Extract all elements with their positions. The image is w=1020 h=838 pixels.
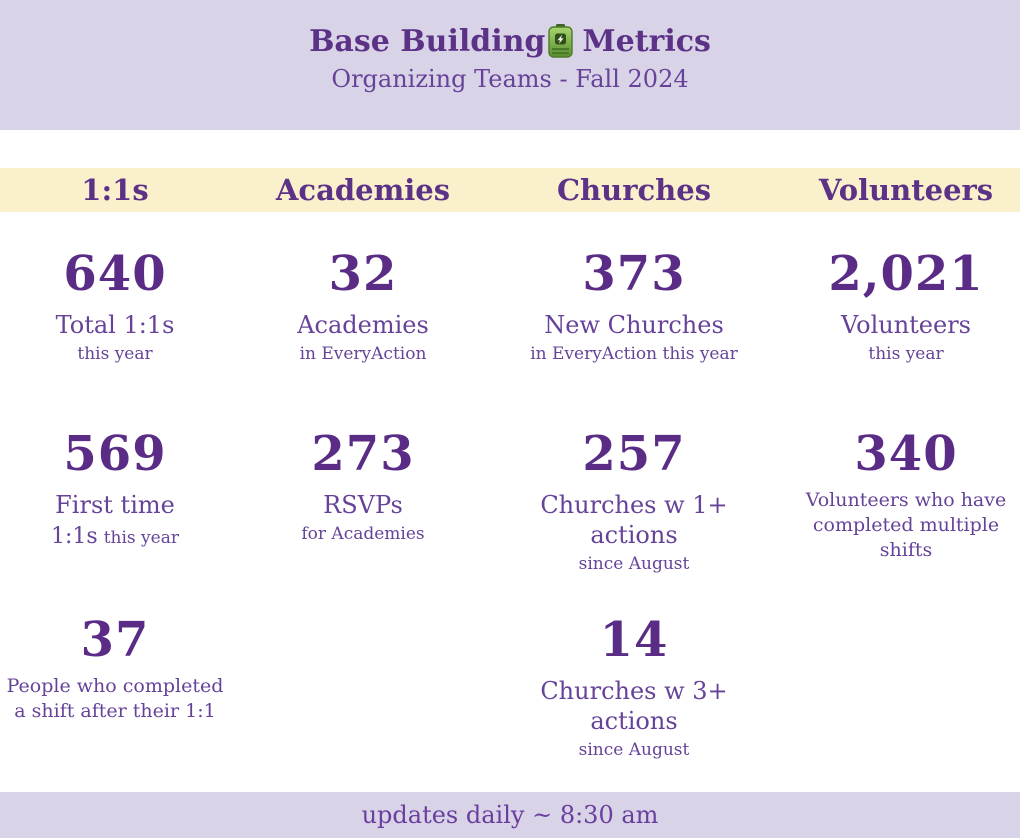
metric-cell-shift-after-1to1	[0, 600, 230, 792]
page-title	[0, 0, 1020, 60]
title-prefix: Base Building	[309, 24, 546, 59]
title-suffix: Metrics	[582, 24, 711, 59]
metric-label: Churches w 3+ actions	[540, 677, 728, 735]
metric-cell-volunteers-multiple-shifts	[772, 398, 1020, 600]
metric-value: 569	[63, 426, 167, 482]
metric-sublabel: in EveryAction this year	[530, 344, 738, 364]
metric-label: Volunteers	[840, 311, 971, 339]
metric-cell-first-time-1to1s	[0, 398, 230, 600]
footer-band	[0, 792, 1020, 838]
update-schedule-text: updates daily ~ 8:30 am	[361, 801, 659, 829]
column-header-churches: Churches	[556, 173, 712, 207]
metric-cell-churches-1plus-actions	[496, 398, 772, 600]
metric-value: 340	[854, 426, 958, 482]
metric-value: 2,021	[828, 246, 984, 302]
metric-label: New Churches	[544, 311, 724, 339]
metric-sublabel: in EveryAction	[299, 344, 427, 364]
metric-value: 273	[311, 426, 415, 482]
column-header-1to1s: 1:1s	[81, 173, 149, 207]
metric-cell-rsvps	[230, 398, 496, 600]
metric-sublabel: for Academies	[301, 524, 425, 544]
metric-value: 257	[582, 426, 686, 482]
metric-value: 37	[80, 612, 150, 668]
metric-sublabel: this year	[77, 344, 153, 364]
metric-sublabel-strong: 1:1s	[51, 524, 98, 549]
metric-label: Academies	[297, 311, 429, 339]
page-subtitle: Organizing Teams - Fall 2024	[331, 65, 689, 93]
metric-sublabel-rest: this year	[103, 528, 179, 548]
metric-label: People who completed a shift after their 1:1	[6, 675, 224, 722]
metric-cell-empty	[230, 600, 496, 792]
metric-cell-empty	[772, 600, 1020, 792]
metric-cell-total-1to1s	[0, 212, 230, 398]
metric-sublabel: since August	[578, 554, 690, 574]
header-band	[0, 0, 1020, 130]
metric-label: Total 1:1s	[55, 311, 175, 339]
metric-value: 14	[599, 612, 669, 668]
column-header-volunteers: Volunteers	[818, 173, 994, 207]
metric-value: 32	[328, 246, 398, 302]
spacer	[0, 130, 1020, 168]
metric-cell-new-churches	[496, 212, 772, 398]
battery-charging-icon	[548, 24, 573, 58]
metric-sublabel: this year	[868, 344, 944, 364]
metric-label: Churches w 1+ actions	[540, 491, 728, 549]
metric-cell-churches-3plus-actions	[496, 600, 772, 792]
column-header-band	[0, 168, 1020, 212]
metric-label: First time	[55, 491, 175, 519]
metric-sublabel	[51, 526, 179, 549]
metric-value: 373	[582, 246, 686, 302]
metric-cell-academies	[230, 212, 496, 398]
metric-cell-volunteers	[772, 212, 1020, 398]
column-header-academies: Academies	[275, 173, 451, 207]
metric-value: 640	[63, 246, 167, 302]
metric-label: RSVPs	[323, 491, 403, 519]
metric-label: Volunteers who have completed multiple shifts	[805, 489, 1007, 561]
metric-sublabel: since August	[578, 740, 690, 760]
metrics-grid	[0, 212, 1020, 792]
